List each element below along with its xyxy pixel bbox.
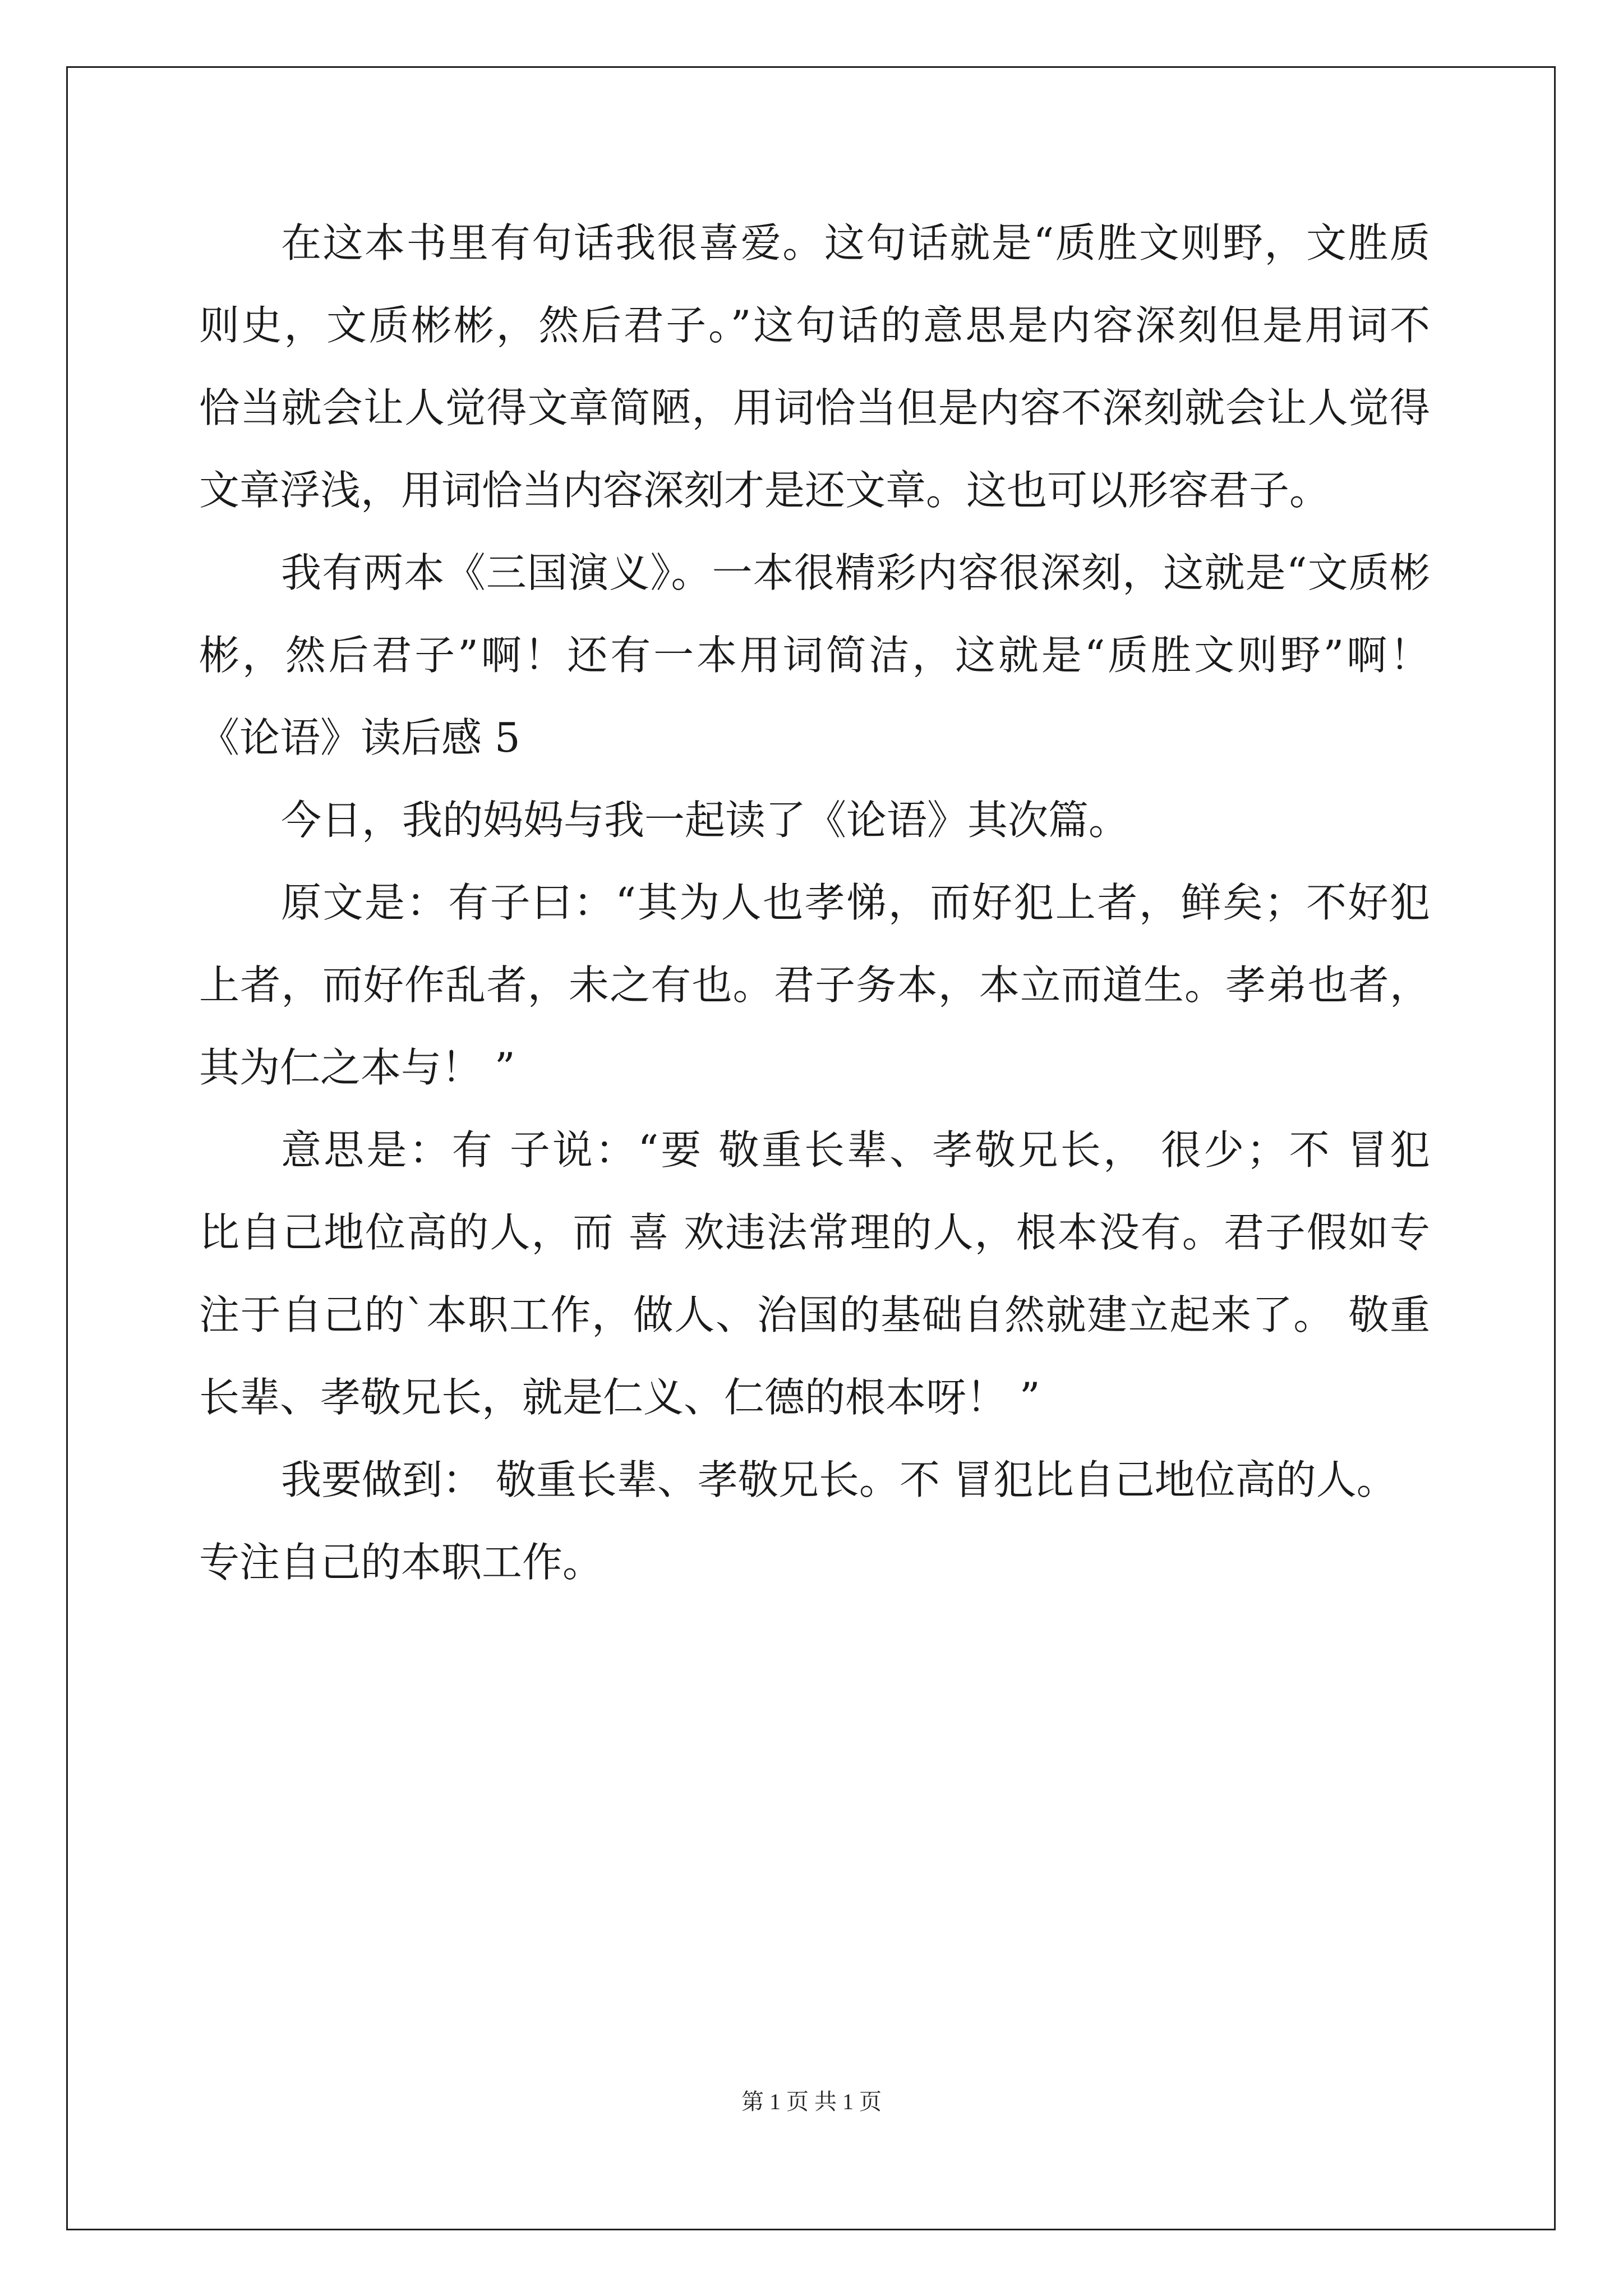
paragraph-line: 原文是：有子曰：“其为人也孝悌，而好犯上者，鲜矣；不好犯	[281, 879, 1430, 926]
document-body	[199, 202, 1430, 1604]
paragraph-line: 恰当就会让人觉得文章简陋，用词恰当但是内容不深刻就会让人觉得	[199, 384, 1430, 431]
paragraph-line: 其为仁之本与！ ”	[199, 1044, 515, 1091]
page-number-footer: 第 1 页 共 1 页	[741, 2089, 882, 2114]
paragraph-line: 长辈、孝敬兄长，就是仁义、仁德的根本呀！ ”	[199, 1374, 1040, 1421]
paragraph-line: 上者，而好作乱者，未之有也。君子务本，本立而道生。孝弟也者，	[199, 961, 1430, 1009]
paragraph-line: 注于自己的`本职工作，做人、治国的基础自然就建立起来了。 敬重	[199, 1291, 1430, 1338]
paragraph-line: 我要做到： 敬重长辈、孝敬兄长。不 冒犯比自己地位高的人。	[281, 1456, 1397, 1503]
paragraph-line: 文章浮浅，用词恰当内容深刻才是还文章。这也可以形容君子。	[199, 467, 1330, 514]
paragraph-line: 彬，然后君子”啊！还有一本用词简洁，这就是“质胜文则野”啊！	[199, 632, 1430, 679]
paragraph-line: 专注自己的本职工作。	[199, 1539, 603, 1586]
section-heading: 《论语》读后感 5	[199, 714, 520, 761]
paragraph-line: 在这本书里有句话我很喜爱。这句话就是“质胜文则野，文胜质	[281, 219, 1430, 266]
paragraph-line: 则史，文质彬彬，然后君子。”这句话的意思是内容深刻但是用词不	[199, 302, 1430, 349]
paragraph-line: 我有两本《三国演义》。一本很精彩内容很深刻，这就是“文质彬	[281, 549, 1430, 596]
paragraph-line: 意思是：有 子说：“要 敬重长辈、孝敬兄长， 很少；不 冒犯	[281, 1126, 1430, 1174]
paragraph-line: 今日，我的妈妈与我一起读了《论语》其次篇。	[281, 797, 1129, 844]
paragraph-line: 比自己地位高的人，而 喜 欢违法常理的人，根本没有。君子假如专	[199, 1209, 1430, 1256]
